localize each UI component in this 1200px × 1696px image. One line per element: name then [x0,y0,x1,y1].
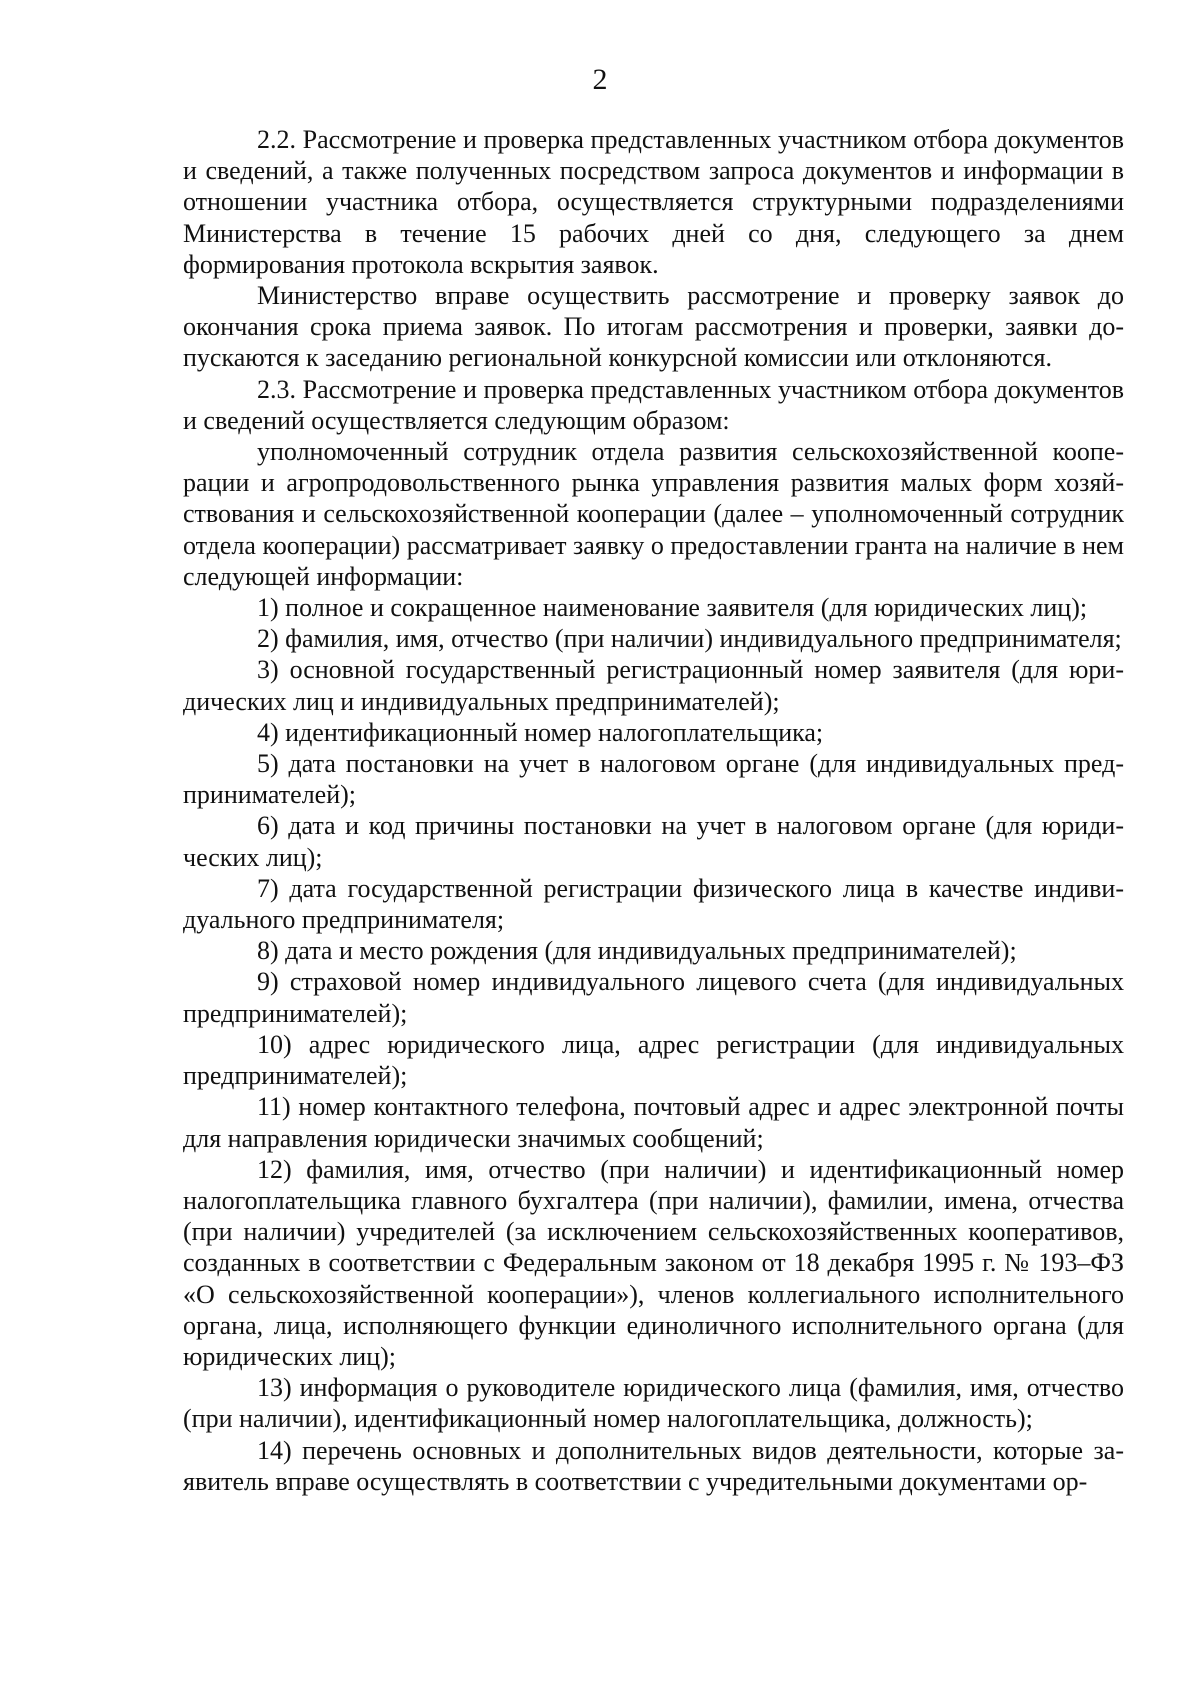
list-item-1: 1) полное и сокращенное наименование заявителя (для юридических лиц); [257,593,1088,623]
list-item-12: 12) фамилия, имя, отчество (при наличии) и идентификационный номер налогоплательщика главного бухгалтера (при наличии), фамилии, имена, отчества (при наличии) учредителей (за исключением сельскохозяйственных кооперативов, созданных в соответствии с Федеральным законом от 18 декабря 1995 г. № 193–ФЗ «О сельскохозяйственной кооперации»), членов коллегиального исполнительного органа, лица, исполняющего функции единоличного исполнительного органа (для юридических лиц); [183,1154,1124,1371]
list-item-3: 3) основной государственный регистрационный номер заявителя (для юридических лиц и индивидуальных предпринимателей); [183,655,1124,716]
list-item-14: 14) перечень основных и дополнительных видов деятельности, которые заявитель вправе осуществлять в соответствии с учредительными документами ор- [183,1435,1124,1496]
page-number: 2 [592,63,608,96]
list-item-4: 4) идентификационный номер налогоплательщика; [257,717,824,747]
list-item-13: 13) информация о руководителе юридического лица (фамилия, имя, отчество (при наличии), идентификационный номер налогоплательщика, должность); [183,1373,1124,1434]
list-item-2: 2) фамилия, имя, отчество (при наличии) индивидуального предпринимателя; [257,624,1122,654]
list-item-8: 8) дата и место рождения (для индивидуальных предпринимателей); [257,936,1017,966]
list-item-9: 9) страховой номер индивидуального лицевого счета (для индивидуальных предпринимателей); [183,967,1124,1028]
paragraph-2-3: 2.3. Рассмотрение и проверка представленных участником отбора документов и сведений осуществляется следующим образом: [183,374,1124,435]
list-item-5: 5) дата постановки на учет в налоговом органе (для индивидуальных предпринимателей); [183,749,1124,810]
list-item-11: 11) номер контактного телефона, почтовый адрес и адрес электронной почты для направления юридически значимых сообщений; [183,1092,1124,1153]
document-body [183,124,1124,1497]
paragraph-ministry-review: Министерство вправе осуществить рассмотрение и проверку заявок до окончания срока приема заявок. По итогам рассмотрения и проверки, заявки допускаются к заседанию региональной конкурсной комиссии или отклоняются. [183,281,1124,373]
paragraph-authorized-employee: уполномоченный сотрудник отдела развития сельскохозяйственной кооперации и агропродовольственного рынка управления развития малых форм хозяйствования и сельскохозяйственной кооперации (далее – уполномоченный сотрудник отдела кооперации) рассматривает заявку о предоставлении гранта на наличие в нем следующей информации: [183,437,1124,591]
list-item-6: 6) дата и код причины постановки на учет в налоговом органе (для юридических лиц); [183,811,1124,872]
paragraph-2-2: 2.2. Рассмотрение и проверка представленных участником отбора документов и сведений, а также полученных посредством запроса документов и информации в отношении участника отбора, осуществляется структурными подразделениями Министерства в течение 15 рабочих дней со дня, следующего за днем формирования протокола вскрытия заявок. [183,125,1124,279]
list-item-7: 7) дата государственной регистрации физического лица в качестве индивидуального предпринимателя; [183,873,1124,935]
list-item-10: 10) адрес юридического лица, адрес регистрации (для индивидуальных предпринимателей); [183,1029,1124,1091]
